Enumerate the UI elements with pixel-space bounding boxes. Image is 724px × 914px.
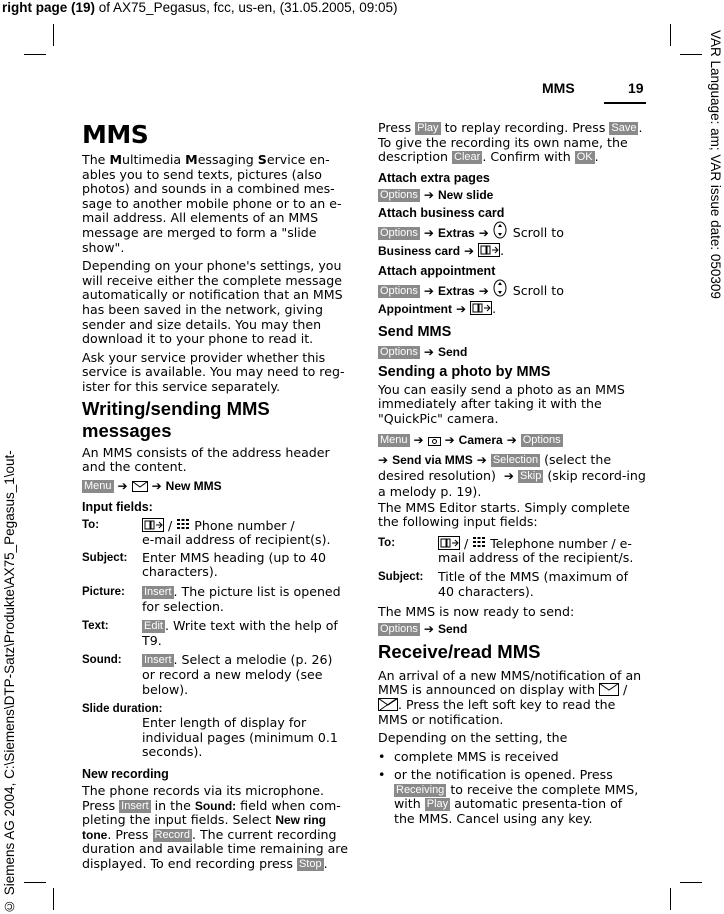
arrow-icon: ➔ xyxy=(478,225,489,240)
mms-notification-icon xyxy=(378,698,398,711)
arrow-icon: ➔ xyxy=(478,283,489,298)
running-header-title: MMS xyxy=(542,80,575,96)
navigation-key-icon xyxy=(493,279,507,297)
menu-item: New MMS xyxy=(165,478,222,493)
arrow-icon: ➔ xyxy=(506,432,517,447)
softkey-label: Save xyxy=(611,122,637,134)
menu-item: Send xyxy=(437,621,468,636)
list-item: • or the notification is opened. Press Receiving to receive the complete MMS, with Play automatic presenta-tion of the MMS. Cancel using any key. xyxy=(378,767,639,827)
softkey-label: Insert xyxy=(144,586,172,599)
arrow-icon: ➔ xyxy=(378,452,389,467)
field-label: Slide duration: xyxy=(82,703,163,716)
field-subject: Subject: Enter MMS heading (up to 40 characters). xyxy=(82,549,327,580)
page-number: 19 xyxy=(628,80,644,96)
arrow-icon: ➔ xyxy=(117,478,128,493)
phonebook-icon xyxy=(142,518,164,532)
arrow-icon: ➔ xyxy=(423,344,434,359)
field-label: Subject: xyxy=(378,570,424,583)
field-label: Picture: xyxy=(82,586,125,599)
paragraph: An arrival of a new MMS/notification of an MMS is announced on display with / . Press the left soft key to read the MMS or notification. xyxy=(378,667,642,727)
crop-mark xyxy=(24,882,46,883)
paragraph: The MMS is now ready to send: xyxy=(378,604,575,620)
section-heading: Send MMS xyxy=(378,323,452,340)
menu-path xyxy=(378,620,646,638)
softkey-label: Options xyxy=(380,622,418,635)
menu-item: Extras xyxy=(437,225,475,240)
menu-item: Appointment xyxy=(378,301,452,316)
arrow-icon: ➔ xyxy=(444,432,455,447)
arrow-icon: ➔ xyxy=(503,468,514,483)
field-label: Subject: xyxy=(82,551,128,564)
arrow-icon: ➔ xyxy=(456,301,467,316)
softkey-label: Menu xyxy=(380,433,408,446)
crop-mark xyxy=(680,882,702,883)
field-text: Text: Edit . Write text with the help of T9. xyxy=(82,618,338,648)
field-label: Text: xyxy=(82,620,109,633)
softkey-label: Insert xyxy=(144,654,172,667)
camera-menu-icon xyxy=(428,435,441,446)
softkey-label: Stop xyxy=(298,857,322,870)
paragraph: Ask your service provider whether this service is available. You may need to reg-ister for this service separately. xyxy=(82,349,345,394)
left-column xyxy=(82,120,348,872)
menu-path xyxy=(82,477,348,495)
crop-mark xyxy=(53,24,54,46)
section-heading: Receive/read MMS xyxy=(378,640,541,662)
softkey-label: Selection xyxy=(492,453,539,466)
field-slide-duration: Slide duration: Enter length of display for individual pages (minimum 0.1 seconds). xyxy=(82,702,348,760)
crop-mark xyxy=(680,54,702,55)
section-heading: Sending a photo by MMS xyxy=(378,363,551,380)
paragraph: Depending on the setting, the xyxy=(378,730,568,746)
header-rule xyxy=(604,102,646,104)
menu-item: Camera xyxy=(458,432,503,447)
field-sound: Sound: Insert . Select a melodie (p. 26) or record a new melody (see below). xyxy=(82,652,333,697)
field-picture: Picture: Insert . The picture list is opened for selection. xyxy=(82,584,341,614)
softkey-label: Play xyxy=(426,798,449,811)
softkey-label: Play xyxy=(417,122,439,134)
envelope-icon xyxy=(132,481,148,492)
crop-mark xyxy=(24,54,46,55)
field-to: To: / Telephone number / e-mail address of the recipient/s. xyxy=(378,535,634,566)
subheading: Attach business card xyxy=(378,205,505,220)
menu-item: Business card xyxy=(378,243,461,258)
keypad-icon xyxy=(472,536,486,550)
softkey-label: Clear xyxy=(454,151,481,164)
crop-mark xyxy=(670,24,671,46)
arrow-icon: ➔ xyxy=(423,225,434,240)
menu-item: Extras xyxy=(437,283,475,298)
menu-item: New slide xyxy=(437,187,494,202)
paragraph: The MMS Editor starts. Simply complete the following input fields: xyxy=(378,499,630,530)
arrow-icon: ➔ xyxy=(151,478,162,493)
paragraph: You can easily send a photo as an MMS immediately after taking it with the "QuickPic" camera. xyxy=(378,381,625,426)
softkey-label: Options xyxy=(380,226,418,239)
list-item: • complete MMS is received xyxy=(378,748,559,764)
menu-item: Send xyxy=(437,344,468,359)
subheading: Attach extra pages xyxy=(378,170,490,185)
arrow-icon: ➔ xyxy=(476,452,487,467)
copyright-path-note: © Siemens AG 2004, C:\Siemens\DTP-Satz\Produkte\AX75_Pegasus_1\out- xyxy=(2,450,17,914)
section-heading: Writing/sending MMS messages xyxy=(82,397,270,441)
softkey-label: Skip xyxy=(519,469,542,482)
softkey-label: Insert xyxy=(121,799,149,812)
intro-paragraph: The Multimedia Messaging Service en-ables you to send texts, pictures (also photos) and sounds in a combined mes-sage to another mobile phone or to an e-mail address. All elements of an MMS message are merged to form a "slide show". xyxy=(82,152,342,255)
menu-path: Options ➔ Extras ➔ Scroll to Business card ➔ . xyxy=(378,221,646,260)
menu-path xyxy=(378,431,646,449)
softkey-label: Edit xyxy=(144,620,163,633)
subheading: Attach appointment xyxy=(378,263,496,278)
softkey-label: Options xyxy=(380,188,418,201)
menu-path xyxy=(378,343,646,361)
phonebook-icon xyxy=(470,301,492,315)
crop-mark xyxy=(670,888,671,910)
keypad-icon xyxy=(176,518,190,532)
paragraph: The phone records via its microphone. Press Insert in the Sound: field when com-pleting the input fields. Select New ring tone. Press Record . The current recording duration and available time remaining are displayed. To end recording press Stop . xyxy=(82,783,348,871)
arrow-icon: ➔ xyxy=(464,243,475,258)
menu-path: ➔ Send via MMS ➔ Selection (select the desired resolution) ➔ Skip (skip record-ing a melody p. 19). xyxy=(378,451,646,499)
right-column xyxy=(378,121,646,827)
softkey-label: Receiving xyxy=(396,783,445,796)
page-heading: MMS xyxy=(82,120,149,149)
subheading: Input fields: xyxy=(82,499,153,514)
arrow-icon: ➔ xyxy=(413,432,424,447)
softkey-label: Options xyxy=(522,433,561,446)
crop-mark xyxy=(53,888,54,910)
paragraph: Depending on your phone's settings, you will receive either the complete message automatically or notification that an MMS has been saved in the network, giving sender and size details. You may then download it to your phone to read it. xyxy=(82,258,343,347)
softkey-label: Record xyxy=(154,828,190,841)
softkey-label: Menu xyxy=(84,479,112,492)
new-mms-icon xyxy=(599,683,619,696)
phonebook-icon xyxy=(478,243,500,257)
arrow-icon: ➔ xyxy=(423,187,434,202)
field-label: To: xyxy=(378,536,396,549)
menu-path: Options ➔ Extras ➔ Scroll to Appointment ➔ . xyxy=(378,279,646,318)
field-to: To: / Phone number / e-mail address of recipient(s). xyxy=(82,517,331,548)
arrow-icon: ➔ xyxy=(423,621,434,636)
subheading: New recording xyxy=(82,767,169,781)
navigation-key-icon xyxy=(493,221,507,239)
variant-note: VAR Language: am; VAR issue date: 050309 xyxy=(708,30,723,299)
field-subject: Subject: Title of the MMS (maximum of 40 characters). xyxy=(378,568,629,599)
phonebook-icon xyxy=(438,536,460,550)
field-label: Sound: xyxy=(82,654,122,667)
menu-path xyxy=(378,186,646,204)
print-job-note: right page (19) of AX75_Pegasus, fcc, us-en, (31.05.2005, 09:05) xyxy=(2,0,398,15)
field-label: To: xyxy=(82,518,100,531)
arrow-icon: ➔ xyxy=(423,283,434,298)
paragraph: Press Play to replay recording. Press Save . To give the recording its own name, the description Clear . Confirm with OK . xyxy=(378,120,643,165)
softkey-label: Options xyxy=(380,284,418,297)
softkey-label: Options xyxy=(380,345,418,358)
softkey-label: OK xyxy=(576,151,593,164)
paragraph: An MMS consists of the address header and the content. xyxy=(82,444,330,475)
